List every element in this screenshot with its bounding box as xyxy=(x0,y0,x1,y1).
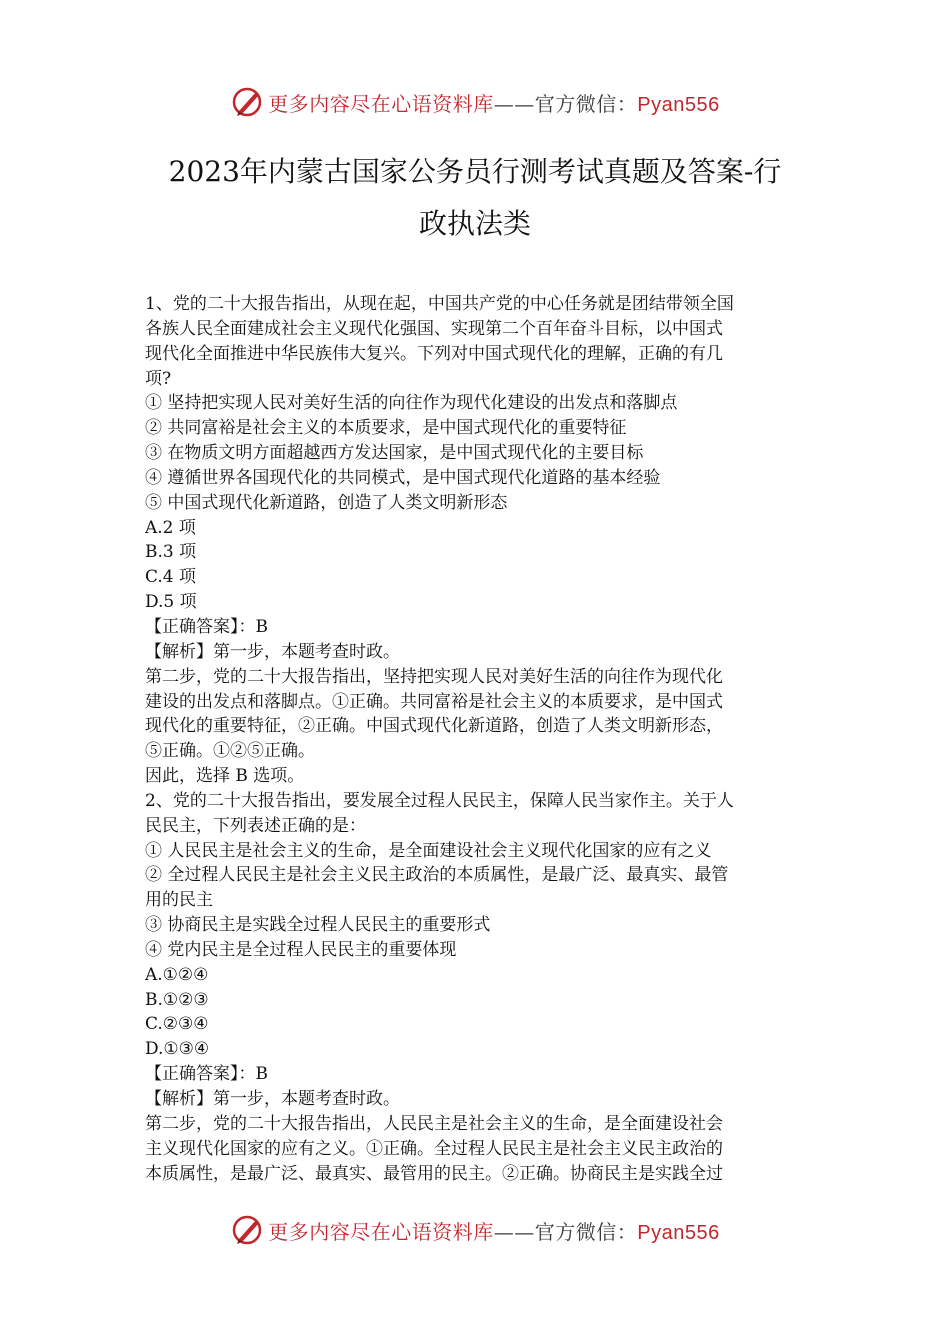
text-line: 1、党的二十大报告指出，从现在起，中国共产党的中心任务就是团结带领全国 xyxy=(145,294,734,314)
text-line: ③ 协商民主是实践全过程人民民主的重要形式 xyxy=(145,915,491,936)
document-title xyxy=(130,146,820,250)
text-line: C.②③④ xyxy=(145,1014,209,1035)
text-line: 本质属性，是最广泛、最真实、最管用的民主。②正确。协商民主是实践全过 xyxy=(145,1163,723,1184)
title-line-2: 政执法类 xyxy=(418,207,531,240)
text-line: 项? xyxy=(145,368,172,389)
text-line: 建设的出发点和落脚点。①正确。共同富裕是社会主义的本质要求，是中国式 xyxy=(145,691,723,712)
text-line: 【正确答案】：B xyxy=(145,1064,268,1085)
text-line: ④ 遵循世界各国现代化的共同模式，是中国式现代化道路的基本经验 xyxy=(145,467,661,488)
text-line: B.①②③ xyxy=(145,989,209,1010)
text-line: C.4 项 xyxy=(145,567,197,588)
text-line: 现代化全面推进中华民族伟大复兴。下列对中国式现代化的理解，正确的有几 xyxy=(145,343,723,364)
text-line: 【解析】第一步，本题考查时政。 xyxy=(145,641,400,662)
text-line: ② 全过程人民民主是社会主义民主政治的本质属性，是最广泛、最真实、最管 xyxy=(145,865,729,886)
text-line: D.5 项 xyxy=(145,592,197,613)
document-body xyxy=(145,292,810,1186)
text-line: 用的民主 xyxy=(145,890,213,911)
text-line: 第二步，党的二十大报告指出，人民民主是社会主义的生命，是全面建设社会 xyxy=(145,1113,723,1134)
text-line: 主义现代化国家的应有之义。①正确。全过程人民民主是社会主义民主政治的 xyxy=(145,1138,723,1159)
text-line: A.①②④ xyxy=(145,964,209,985)
text-line: B.3 项 xyxy=(145,542,197,563)
text-line: ① 人民民主是社会主义的生命，是全面建设社会主义现代化国家的应有之义 xyxy=(145,840,712,861)
text-line: ③ 在物质文明方面超越西方发达国家，是中国式现代化的主要目标 xyxy=(145,443,644,464)
pen-logo-icon xyxy=(230,84,266,120)
footer-banner xyxy=(0,1210,950,1250)
banner-text: 更多内容尽在心语资料库——官方微信：Pyan556 xyxy=(268,91,720,116)
text-line: ② 共同富裕是社会主义的本质要求，是中国式现代化的重要特征 xyxy=(145,418,627,439)
text-line: 2、党的二十大报告指出，要发展全过程人民民主，保障人民当家作主。关于人 xyxy=(145,790,734,811)
text-line: ④ 党内民主是全过程人民民主的重要体现 xyxy=(145,939,457,960)
header-banner xyxy=(0,82,950,122)
text-line: ⑤ 中国式现代化新道路，创造了人类文明新形态 xyxy=(145,492,508,513)
title-line-1: 2023年内蒙古国家公务员行测考试真题及答案-行 xyxy=(168,155,782,188)
text-line: ⑤正确。①②⑤正确。 xyxy=(145,741,315,762)
text-line: 第二步，党的二十大报告指出，坚持把实现人民对美好生活的向往作为现代化 xyxy=(145,666,723,687)
text-line: D.①③④ xyxy=(145,1039,210,1060)
pen-logo-icon xyxy=(230,1212,266,1248)
banner-text: 更多内容尽在心语资料库——官方微信：Pyan556 xyxy=(268,1219,720,1244)
text-line: A.2 项 xyxy=(145,517,196,538)
text-line: 因此，选择 B 选项。 xyxy=(145,766,305,787)
text-line: 民民主，下列表述正确的是： xyxy=(145,815,366,836)
text-line: 各族人民全面建成社会主义现代化强国、实现第二个百年奋斗目标，以中国式 xyxy=(145,318,723,339)
text-line: 【正确答案】：B xyxy=(145,616,268,637)
text-line: ① 坚持把实现人民对美好生活的向往作为现代化建设的出发点和落脚点 xyxy=(145,393,678,414)
text-line: 现代化的重要特征，②正确。中国式现代化新道路，创造了人类文明新形态， xyxy=(145,716,723,737)
text-line: 【解析】第一步，本题考查时政。 xyxy=(145,1089,400,1109)
